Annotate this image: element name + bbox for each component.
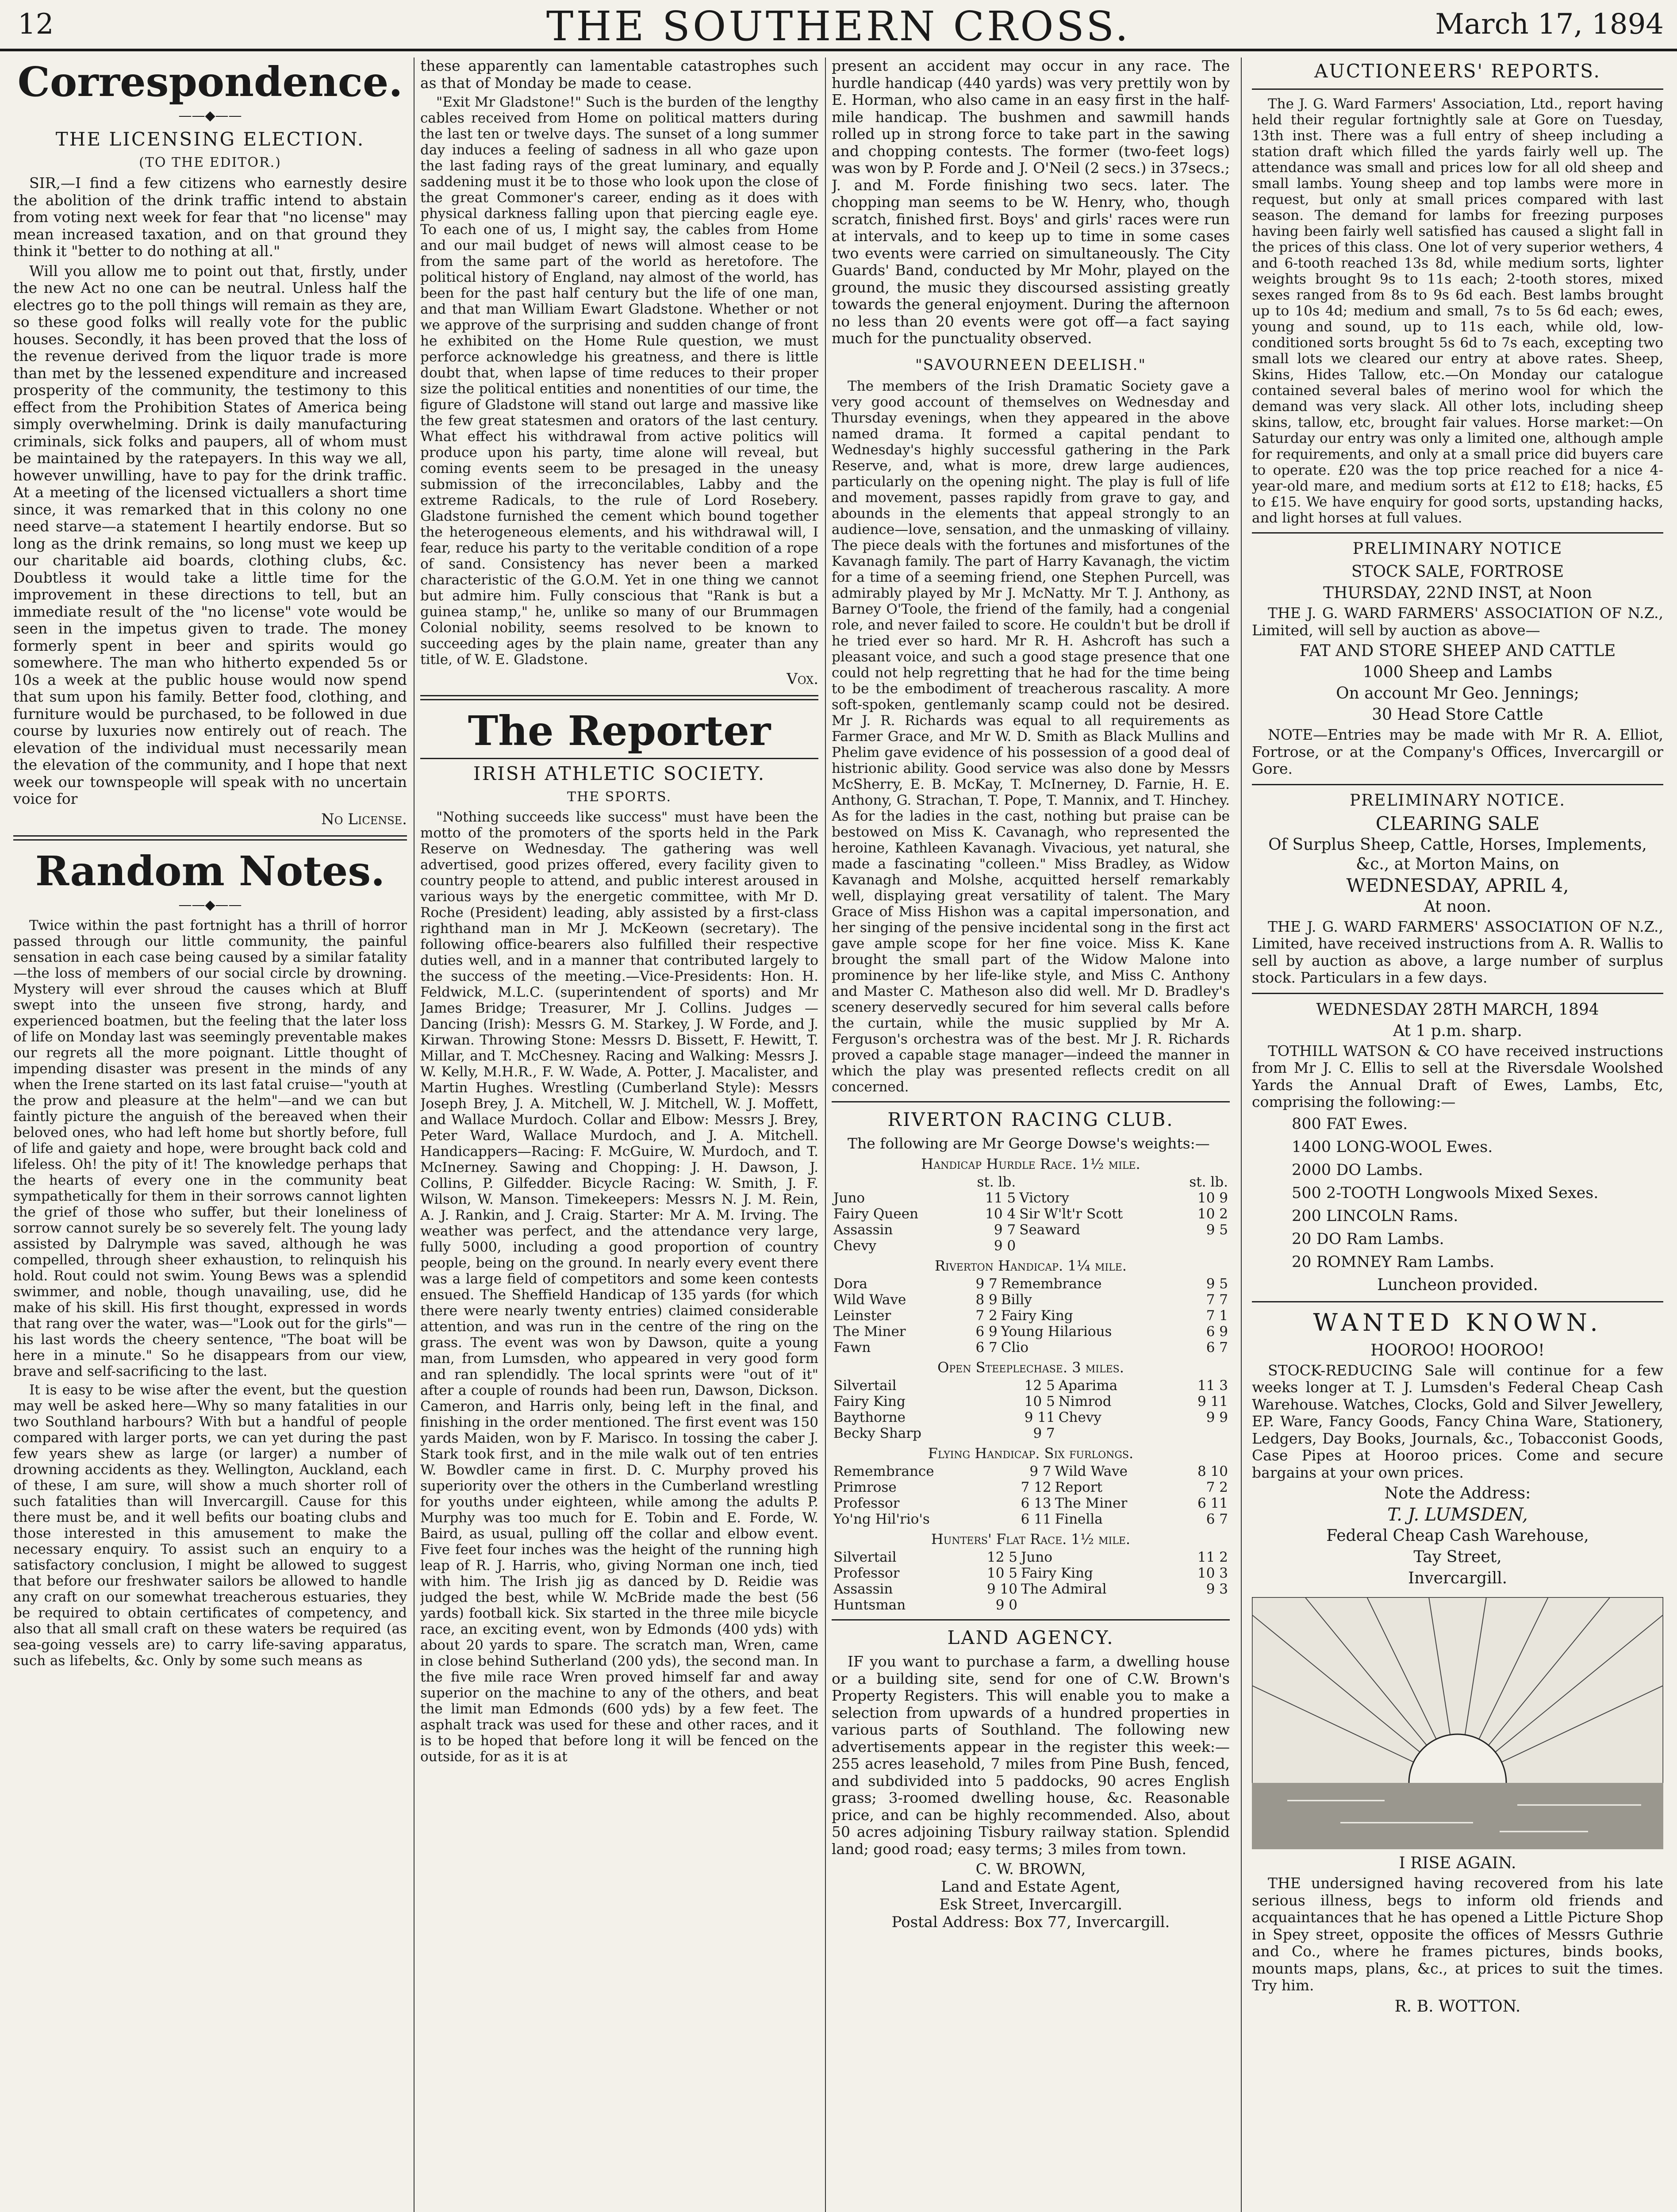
horse-weight: 7 12 [1021, 1479, 1051, 1495]
horse-name: Victory [1019, 1190, 1069, 1206]
society-title: IRISH ATHLETIC SOCIETY. [420, 758, 818, 785]
horse-weight: 6 7 [975, 1340, 998, 1356]
tothill-item: 200 LINCOLN Rams. [1292, 1207, 1458, 1225]
horse-name: Leinster [833, 1308, 891, 1324]
weight-unit: st. lb. [1189, 1174, 1228, 1190]
riverton-title: RIVERTON RACING CLUB. [887, 1108, 1174, 1130]
horse-weight: 8 9 [975, 1292, 998, 1308]
horse-name: Fairy Queen [833, 1206, 919, 1222]
sports-continuation: present an accident may occur in any race. The hurdle handicap (440 yards) was very prettily won by E. Horman, who also came in an easy first in the half-mile handicap. The bushmen and sawmill hands rolled up in strong force to take part in the sawing and chopping contests. The former (two-feet logs) was won by P. Forde and J. O'Neil (2 secs.) in 37secs.; J. and M. Forde finishing two secs. later. The chopping man seems to be W. Henry, who, though scratch, finished first. Boys' and girls' races were run at intervals, and to keep up to time in some cases two events were carried on simultaneously. The City Guards' Band, conducted by Mr Mohr, played on the ground, the music they discoursed assisting greatly towards the general enjoyment. During the afternoon no less than 20 events were got off—a fact saying much for the punctuality observed. [832, 58, 1230, 347]
sports-title: THE SPORTS. [567, 789, 672, 805]
clearing-sale-time: At noon. [1424, 897, 1492, 916]
horse-name [1019, 1597, 1171, 1613]
horse-name: Report [1055, 1479, 1103, 1495]
land-signature-4: Postal Address: Box 77, Invercargill. [891, 1913, 1170, 1931]
stock-sale-note: NOTE—Entries may be made with Mr R. A. Elliot, Fortrose, or at the Company's Offices, Invercargill or Gore. [1252, 726, 1663, 777]
horse-name: Wild Wave [1055, 1463, 1128, 1479]
stock-sale-line: On account Mr Geo. Jennings; [1336, 684, 1579, 703]
race-row [832, 1463, 1230, 1479]
sunrise-illustration [1252, 1597, 1663, 1849]
horse-name: Fawn [833, 1340, 871, 1356]
horse-weight: 7 7 [1206, 1292, 1228, 1308]
race-row [832, 1549, 1230, 1565]
horse-name: Fairy King [1021, 1565, 1093, 1581]
prelim-notice-2-title: PRELIMINARY NOTICE. [1349, 791, 1566, 810]
horse-name [1017, 1238, 1170, 1254]
horse-name: Young Hilarious [1001, 1324, 1112, 1340]
horse-name: Chevy [833, 1238, 877, 1254]
clearing-sale-title: CLEARING SALE [1375, 812, 1540, 834]
horse-name: Becky Sharp [833, 1425, 921, 1441]
horse-name: Sir W'lt'r Scott [1019, 1206, 1123, 1222]
issue-date: March 17, 1894 [1435, 8, 1664, 41]
column-divider [1241, 58, 1242, 2212]
horse-name: Finella [1055, 1511, 1103, 1527]
race-title: Flying Handicap. Six furlongs. [928, 1445, 1134, 1462]
race-row [832, 1324, 1230, 1340]
horse-name: Silvertail [833, 1549, 897, 1565]
prelim-notice-title: PRELIMINARY NOTICE [1352, 540, 1563, 558]
notes-continuation: these apparently can lamentable catastrophes such as that of Monday be made to cease. [420, 58, 818, 92]
horse-name: The Miner [1055, 1495, 1128, 1511]
stock-sale-line: 1000 Sheep and Lambs [1362, 663, 1553, 681]
horse-weight: 9 3 [1206, 1581, 1228, 1597]
horse-name: Juno [833, 1190, 865, 1206]
horse-weight: 12 5 [1024, 1378, 1055, 1394]
sports-paragraph: "Nothing succeeds like success" must have been the motto of the promoters of the sports held in the Park Reserve on Wednesday. The gathering was well advertised, good prizes offered, every facility given to country people to attend, and public interest aroused in various ways by the energetic committee, with Mr D. Roche (President) leading, ably assisted by a first-class righthand man in Mr J. McKeown (secretary). The following office-bearers also fulfilled their respective duties well, and in a manner that contributed largely to the success of the meeting.—Vice-Presidents: Hon. H. Feldwick, M.L.C. (superintendent of sports) and Mr James Bridge; Treasurer, Mr J. Collins. Judges — Dancing (Irish): Messrs G. M. Starkey, J. W Forde, and J. Kirwan. Throwing Stone: Messrs D. Bissett, F. Hewitt, T. Millar, and T. McChesney. Racing and Walking: Messrs J. W. Kelly, M.H.R., F. W. Wade, A. Potter, J. Macalister, and Martin Hughes. Wrestling (Cumberland Style): Messrs Joseph Brey, J. A. Mitchell, W. J. Mitchell, W. J. Moffett, and Wallace Murdoch. Collar and Elbow: Messrs J. Brey, Peter Ward, Wallace Murdoch, and J. A. Mitchell. Handicappers—Racing: F. McGuire, W. Murdoch, and T. McInerney. Sawing and Chopping: J. H. Dawson, J. Collins, P. Gilfedder. Bicycle Racing: W. Smith, J. F. Wilson, W. Manson. Timekeepers: Messrs N. J. M. Rein, A. J. Rankin, and J. Craig. Starter: Mr A. M. Irving. The weather was perfect, and the attendance very large, fully 5000, including a good proportion of country people, being on the ground. In nearly every event there was a large field of competitors and some keen contests ensued. The Sheffield Handicap of 135 yards (for which there were nearly twenty entries) claimed considerable attention, and was run in the centre of the ring on the grass. The event was won by Dawson, quite a young man, from Lumsden, who appeared in very good form and ran splendidly. The local sprints were "out of it" after a couple of rounds had been run, Dawson, Dickson. Cameron, and Harris only, being left in the final, and finishing in the order mentioned. The first event was 150 yards Maiden, won by F. Marisco. In tossing the caber J. Stark took first, and in the mile walk out of ten entries W. Bowdler came in first. D. C. Murphy proved his superiority over the others in the Cumberland wrestling for youths under eighteen, while among the adults P. Murphy was too much for E. Tobin and E. Forde, W. Baird, as usual, pulling off the collar and elbow event. Five feet four inches was the height of the running high leap of R. J. Harris, who, giving Norman one inch, tied with him. The Irish jig as danced by D. Reidie was judged the best, while W. McBride made the best (56 yards) football kick. Six started in the three mile bicycle race, an exciting event, won by Edmonds (400 yds) with about 20 yards to spare. The scratch man, Wren, came in close behind Sutherland (200 yds), the second man. In the five mile race Wren proved himself far and away superior on the machine to any of the others, and beat the limit man Edmonds (600 yds) by a few feet. The asphalt track was used for these and other races, and it is to be hoped that before long it will be fenced on the outside, for as it is at [420, 809, 818, 1765]
correspondence-heading: Correspondence. [17, 58, 403, 106]
horse-name: Professor [833, 1565, 900, 1581]
lumsden-address: Tay Street, [1413, 1548, 1502, 1566]
horse-weight: 6 11 [1197, 1495, 1228, 1511]
tothill-item: 20 DO Ram Lambs. [1292, 1230, 1444, 1248]
horse-weight: 9 11 [1197, 1394, 1228, 1409]
horse-weight: 10 3 [1197, 1565, 1228, 1581]
horse-name: Huntsman [833, 1597, 906, 1613]
race-row [832, 1222, 1230, 1238]
lumsden-address: Federal Cheap Cash Warehouse, [1326, 1527, 1589, 1545]
race-row [832, 1340, 1230, 1356]
stock-sale-line: 30 Head Store Cattle [1372, 706, 1543, 724]
race-row [832, 1378, 1230, 1394]
horse-weight [1170, 1238, 1230, 1254]
horse-weight: 11 2 [1197, 1549, 1228, 1565]
land-signature-3: Esk Street, Invercargill. [939, 1896, 1123, 1913]
horse-name: Professor [833, 1495, 900, 1511]
race-weights [832, 1156, 1230, 1613]
land-agency-title: LAND AGENCY. [947, 1627, 1114, 1648]
lumsden-address: Invercargill. [1408, 1569, 1508, 1587]
race-row [832, 1206, 1230, 1222]
horse-weight: 6 7 [1206, 1511, 1228, 1527]
horse-name: Billy [1001, 1292, 1032, 1308]
race-title: Handicap Hurdle Race. 1½ mile. [921, 1156, 1140, 1172]
horse-weight: 9 5 [1206, 1222, 1228, 1238]
horse-weight: 11 5 [985, 1190, 1016, 1206]
horse-weight: 9 11 [1024, 1409, 1055, 1425]
race-units-row [832, 1174, 1230, 1190]
wotton-signature: R. B. WOTTON. [1394, 1997, 1521, 2016]
divider [1252, 784, 1663, 785]
horse-name: Fairy King [1001, 1308, 1073, 1324]
land-signature-1: C. W. BROWN, [975, 1860, 1086, 1878]
horse-weight: 7 2 [975, 1308, 998, 1324]
land-signature-2: Land and Estate Agent, [941, 1878, 1121, 1896]
vox-signature: Vox. [787, 670, 818, 688]
page-number: 12 [18, 8, 54, 41]
race-row [832, 1495, 1230, 1511]
race-row [832, 1597, 1230, 1613]
horse-name: Seaward [1019, 1222, 1080, 1238]
horse-weight: 10 5 [986, 1565, 1017, 1581]
clearing-sale-date: WEDNESDAY, APRIL 4, [1346, 874, 1569, 896]
horse-weight: 8 10 [1197, 1463, 1228, 1479]
letter-paragraph: SIR,—I find a few citizens who earnestly desire the abolition of the drink traffic intend to abstain from voting next week for fear that "no license" may mean increased taxation, and on that ground they think it "better to do nothing at all." [13, 174, 407, 260]
wanted-note: Note the Address: [1384, 1484, 1531, 1502]
race-row [832, 1409, 1230, 1425]
horse-name: Chevy [1058, 1409, 1101, 1425]
hooroo-line: HOOROO! HOOROO! [1370, 1341, 1545, 1359]
column-2 [420, 58, 818, 2212]
horse-name: Nimrod [1058, 1394, 1112, 1409]
land-agency-text: IF you want to purchase a farm, a dwelling house or a building site, send for one of C.W. Brown's Property Registers. This will enable you to make a selection from upwards of a hundred properties in various parts of Southland. The following new advertisements appear in the register this week:—255 acres leasehold, 7 miles from Pine Bush, fenced, and subdivided into 5 paddocks, 90 acres English grass; 3-roomed dwelling house, &c. Reasonable price, and can be highly recommended. Also, about 50 acres adjoining Tisbury railway station. Splendid land; good road; easy terms; 3 miles from town. [832, 1653, 1230, 1858]
notes-paragraph: Twice within the past fortnight has a thrill of horror passed through our little community, the painful sensation in each case being caused by a similar fatality—the loss of members of our social circle by drowning. Mystery will ever shroud the causes which at Bluff swept into the unseen five strong, hardy, and experienced boatmen, but the feeling that the later loss of life on Monday last was seemingly preventable makes our regrets all the more poignant. Little thought of impending disaster was present in the minds of any when the Irene started on its last fatal cruise—"youth at the prow and pleasure at the helm"—and we can but faintly picture the anguish of the bereaved when their beloved ones, who had left home but shortly before, full of life and gaiety and hope, were brought back cold and lifeless. Oh! the pity of it! The knowledge perhaps that the hearts of every one in the community beat sympathetically for them in their sorrows cannot lighten the grief of those who suffer, but their loneliness of sorrow cannot surely be so severely felt. The young lady assisted by Dalrymple was saved, although he was compelled, through sheer exhaustion, to relinquish his hold. Rout could not swim. Young Bews was a splendid swimmer, and noble, though unavailing, use, did he make of his skill. His first thought, expressed in words that rang over the water, was—"Look out for the girls"—his last words the cheery sentence, "The boat will be here in a minute." So he disappears from our view, brave and self-sacrificing to the last. [13, 917, 407, 1379]
notes-paragraph: It is easy to be wise after the event, but the question may well be asked here—Why so many fatalities in our two Southland harbours? With but a handful of people compared with larger ports, we can yet during the past few years shew as large (or larger) a number of drowning accidents as they. Wellington, Auckland, each of these, I am sure, will show a much shorter roll of such fatalities than will Invercargill. Cause for this there must be, and it well befits our boating clubs and those interested in this amusement to make the necessary enquiry. To assist such an enquiry to a satisfactory conclusion, I might be allowed to suggest that before our freshwater sailors be allowed to handle any craft on our somewhat treacherous estuaries, they be required to obtain certificates of competency, and also that all small craft on these waters be required (as sea-going vessels are) to carry life-saving apparatus, such as lifebelts, &c. Only by some such means as [13, 1382, 407, 1669]
auctioneers-title: AUCTIONEERS' REPORTS. [1314, 60, 1601, 82]
divider [832, 1101, 1230, 1102]
stock-sale-title: STOCK SALE, FORTROSE [1351, 563, 1564, 581]
horse-name: Clio [1001, 1340, 1028, 1356]
horse-weight: 10 9 [1197, 1190, 1228, 1206]
horse-weight: 6 7 [1206, 1340, 1228, 1356]
horse-weight: 9 0 [994, 1238, 1016, 1254]
tothill-body: TOTHILL WATSON & CO have received instructions from Mr J. C. Ellis to sell at the Riversdale Woolshed Yards the Annual Draft of Ewes, Lambs, Etc, comprising the following:— [1252, 1042, 1663, 1110]
horse-weight: 6 13 [1021, 1495, 1051, 1511]
horse-name: Primrose [833, 1479, 897, 1495]
race-row [832, 1292, 1230, 1308]
horse-weight: 9 10 [986, 1581, 1017, 1597]
divider [1252, 993, 1663, 994]
ornament-icon: ——◆—— [178, 108, 242, 123]
horse-weight: 6 11 [1021, 1511, 1051, 1527]
horse-name: Yo'ng Hil'rio's [833, 1511, 930, 1527]
horse-name: Assassin [833, 1581, 893, 1597]
horse-name: The Miner [833, 1324, 906, 1340]
stock-sale-body: THE J. G. WARD FARMERS' ASSOCIATION OF N.Z., Limited, will sell by auction as above— [1252, 604, 1663, 639]
horse-weight: 10 2 [1197, 1206, 1228, 1222]
auctioneers-report: The J. G. Ward Farmers' Association, Ltd., report having held their regular fortnightly sale at Gore on Tuesday, 13th inst. There was a full entry of sheep including a station draft which filled the yards fairly well up. The attendance was small and prices low for all old sheep and small lambs. Young sheep and top lambs were more in request, but only at small prices compared with last season. The demand for lambs for freezing purposes having been fairly well satisfied has caused a slight fall in the prices of this class. One lot of very superior wethers, 4 and 6-tooth reached 13s 8d, while medium sorts, lighter weights brought 9s to 11s each; 2-tooth stores, mixed sexes ranged from 8s to 9s 6d each. Best lambs brought up to 10s 4d; medium and small, 7s to 5s 6d each; ewes, young and sound, up to 11s each, while old, low-conditioned sorts brought 5s 6d to 7s each, excepting two small lots we cleared our entry at above rates. Sheep, Skins, Hides Tallow, etc.—On Monday our catalogue contained several bales of merino wool for which the demand was very slack. All other lots, including sheep skins, tallow, etc, brought fair values. Horse market:—On Saturday our entry was only a limited one, although ample for requirements, and only at a small price did buyers care to operate. £20 was the top price reached for a nice 4-year-old mare, and medium sorts at £12 to £18; hacks, £5 to £15. We have enquiry for good sorts, upstanding hacks, and light horses at full values. [1252, 96, 1663, 526]
newspaper-title: THE SOUTHERN CROSS. [546, 3, 1131, 50]
column-1 [13, 58, 407, 2212]
race-table [832, 1174, 1230, 1254]
horse-weight: 9 7 [1033, 1425, 1055, 1441]
horse-name [1057, 1425, 1169, 1441]
tothill-item: 2000 DO Lambs. [1292, 1161, 1423, 1179]
ornament-icon: ——◆—— [178, 897, 242, 913]
horse-weight [1169, 1425, 1230, 1441]
horse-weight: 10 5 [1024, 1394, 1055, 1409]
divider [13, 835, 407, 841]
horse-weight: 9 7 [975, 1276, 998, 1292]
wanted-title: WANTED KNOWN. [1313, 1308, 1602, 1336]
tothill-item: 800 FAT Ewes. [1292, 1115, 1408, 1133]
horse-weight: 7 1 [1206, 1308, 1228, 1324]
horse-name: Fairy King [833, 1394, 906, 1409]
horse-weight: 11 3 [1197, 1378, 1228, 1394]
race-row [832, 1308, 1230, 1324]
tothill-item: 500 2-TOOTH Longwools Mixed Sexes. [1292, 1184, 1599, 1202]
race-row [832, 1565, 1230, 1581]
lumsden-name: T. J. LUMSDEN, [1387, 1505, 1528, 1525]
rise-caption: I RISE AGAIN. [1399, 1854, 1516, 1872]
spacer [1017, 1174, 1170, 1190]
savourneen-paragraph: The members of the Irish Dramatic Society gave a very good account of themselves on Wednesday and Thursday evenings, when they appeared in the above named drama. It formed a capital pendant to Wednesday's highly successful gathering in the Park Reserve, and, what is more, drew large audiences, particularly on the opening night. The play is full of life and movement, passes rapidly from grave to gay, and abounds in the elements that appeal strongly to an audience—love, sensation, and the unmasking of villainy. The piece deals with the fortunes and misfortunes of the Kavanagh family. The part of Harry Kavanagh, the victim for a time of a seeming friend, one Stephen Purcell, was admirably played by Mr J. McNatty. Mr T. J. Anthony, as Barney O'Toole, the friend of the family, had a congenial role, and never failed to score. He couldn't but be droll if he tried ever so hard. Mr R. H. Ashcroft has such a pleasant voice, and such a good stage presence that one could not help regretting that he had for the time being to be the embodiment of treacherous rascality. A more soft-spoken, gentlemanly scamp could not be desired. Mr J. R. Richards was equal to all requirements as Farmer Grace, and Mr W. D. Smith as Black Mullins and Phelim gave evidence of his possession of a good deal of histrionic ability. Good service was also done by Messrs McSherry, E. B. McKay, T. McInerney, D. Farnie, H. E. Anthony, G. Strachan, T. Pope, T. Mannix, and T. Hinchey. As for the ladies in the cast, nothing but praise can be bestowed on Miss K. Cavanagh, who represented the heroine, Kathleen Kavanagh. Vivacious, yet natural, she made a fascinating "colleen." Miss Bradley, as Widow Kavanagh and Molshe, acquitted herself remarkably well, displaying great versatility of talent. The Mary Grace of Miss Hishon was a capital impersonation, and her singing of the pensive incidental song in the first act gave ample scope for her fine voice. Miss K. Kane brought the small part of the Widow Malone into prominence by her life-like style, and Miss C. Anthony and Master C. Matheson also did well. Mr D. Bradley's scenery deservedly secured for him several calls before the curtain, while the music supplied by Mr A. Ferguson's orchestra was of the best. Mr J. R. Richards proved a capable stage manager—indeed the manner in which the play was presented reflects credit on all concerned. [832, 378, 1230, 1095]
clearing-sale-body: THE J. G. WARD FARMERS' ASSOCIATION OF N.Z., Limited, have received instructions from A. R. Wallis to sell by auction as above, a large number of surplus stock. Particulars in a few days. [1252, 918, 1663, 986]
reporter-heading: The Reporter [468, 707, 771, 755]
horse-weight: 9 0 [995, 1597, 1017, 1613]
race-title: Open Steeplechase. 3 miles. [937, 1359, 1124, 1376]
race-row [832, 1238, 1230, 1254]
horse-weight: 7 2 [1206, 1479, 1228, 1495]
race-row [832, 1276, 1230, 1292]
horse-weight: 9 7 [1029, 1463, 1051, 1479]
masthead [0, 0, 1677, 51]
horse-weight: 6 9 [1206, 1324, 1228, 1340]
gladstone-paragraph: "Exit Mr Gladstone!" Such is the burden of the lengthy cables received from Home on political matters during the last ten or twelve days. The sunset of a long summer day induces a feeling of sadness in all who gaze upon the last fading rays of the great luminary, and equally saddening must it be to those who look upon the close of the great Commoner's career, ending as it does with physical darkness falling upon that piercing eagle eye. To each one of us, I might say, the cables from Home and our mail budget of news will almost cease to be from the same part of the world as heretofore. The political history of England, nay almost of the world, has been for the past half century but the life of one man, and that man William Ewart Gladstone. Whether or not we approve of the surprising and sudden change of front he exhibited on the Home Rule question, we must perforce acknowledge his greatness, and there is little doubt that, when lapse of time reduces to their proper size the political entities and nonentities of our time, the figure of Gladstone will stand out large and massive like the few great statesmen and orators of the last century. What effect his withdrawal from active politics will produce upon his party, time alone will reveal, but coming events seem to be presaged in the uneasy submission of the irreconcilables, Labby and the extreme Radicals, to the rule of Lord Rosebery. Gladstone furnished the cement which bound together the heterogeneous elements, and his withdrawal will, I fear, reduce his party to the veritable condition of a rope of sand. Consistency has never been a marked characteristic of the G.O.M. Yet in one thing we cannot but admire him. Fully conscious that "Rank is but a guinea stamp," he, unlike so many of our Brummagen Colonial nobility, seems resolved to be known to succeeding ages by the plain name, greater than any title, of W. E. Gladstone. [420, 94, 818, 668]
race-row [832, 1425, 1230, 1441]
divider [1252, 88, 1663, 90]
horse-name: Silvertail [833, 1378, 897, 1394]
column-divider [825, 58, 826, 2212]
savourneen-title: "SAVOURNEEN DEELISH." [915, 356, 1147, 374]
race-row [832, 1511, 1230, 1527]
horse-weight [1171, 1597, 1230, 1613]
divider [832, 1619, 1230, 1621]
tothill-item: 20 ROMNEY Ram Lambs. [1292, 1253, 1495, 1271]
horse-name: Assassin [833, 1222, 893, 1238]
divider [1252, 1301, 1663, 1302]
tothill-item: 1400 LONG-WOOL Ewes. [1292, 1138, 1493, 1156]
divider [1252, 532, 1663, 534]
race-row [832, 1581, 1230, 1597]
race-row [832, 1479, 1230, 1495]
horse-name: Baythorne [833, 1409, 906, 1425]
race-row [832, 1190, 1230, 1206]
horse-name: Remembrance [833, 1463, 934, 1479]
horse-weight: 9 7 [994, 1222, 1016, 1238]
horse-weight: 9 9 [1206, 1409, 1228, 1425]
race-table [832, 1276, 1230, 1356]
divider [420, 695, 818, 700]
horse-weight: 9 5 [1206, 1276, 1228, 1292]
riverton-intro: The following are Mr George Dowse's weights:— [848, 1134, 1210, 1152]
clearing-sale-line: Of Surplus Sheep, Cattle, Horses, Implements, &c., at Morton Mains, on [1268, 835, 1647, 873]
race-title: Riverton Handicap. 1¼ mile. [935, 1257, 1127, 1274]
weight-unit: st. lb. [977, 1174, 1016, 1190]
race-title: Hunters' Flat Race. 1½ mile. [931, 1531, 1131, 1548]
tothill-date: WEDNESDAY 28TH MARCH, 1894 [1316, 1000, 1599, 1019]
horse-weight: 10 4 [985, 1206, 1016, 1222]
race-table [832, 1549, 1230, 1613]
race-table [832, 1378, 1230, 1441]
horse-name: Aparima [1058, 1378, 1118, 1394]
race-table [832, 1463, 1230, 1527]
horse-name: Wild Wave [833, 1292, 906, 1308]
wanted-body: STOCK-REDUCING Sale will continue for a few weeks longer at T. J. Lumsden's Federal Cheap Cash Warehouse. Watches, Clocks, Gold and Silver Jewellery, EP. Ware, Fancy Goods, Fancy China Ware, Stationery, Ledgers, Day Books, Journals, &c., Tobacconist Goods, Case Pipes at Hooroo prices. Come and secure bargains at your own prices. [1252, 1361, 1663, 1481]
horse-name: Dora [833, 1276, 867, 1292]
to-editor: (TO THE EDITOR.) [139, 155, 281, 170]
stock-sale-line: FAT AND STORE SHEEP AND CATTLE [1299, 642, 1616, 660]
column-3 [832, 58, 1230, 2212]
stock-sale-date: THURSDAY, 22ND INST, at Noon [1323, 584, 1592, 602]
race-row [832, 1394, 1230, 1409]
tothill-footer: Luncheon provided. [1377, 1275, 1538, 1294]
letter-paragraph: Will you allow me to point out that, firstly, under the new Act no one can be neutral. Unless half the electres go to the poll things will remain as they are, so these good folks will really vote for the public houses. Secondly, it has been proved that the loss of the revenue derived from the liquor trade is more than met by the lessened expenditure and increased prosperity of the community, the testimony to this effect from the Prohibition States of America being simply overwhelming. Drink is daily manufacturing criminals, sick folks and paupers, all of whom must be maintained by the ratepayers. In this way we all, however unwilling, have to pay for the drink traffic. At a meeting of the licensed victuallers a short time since, it was remarked that in this colony no one need starve—a statement I heartily endorse. But so long as the drink remains, so long must we keep up our charitable aid boards, clothing clubs, &c. Doubtless it would take a little time for the improvement in these directions to tell, but an immediate result of the "no license" vote would be seen in the impetus given to trade. The money formerly spent in beer and spirits would go somewhere. The man who hitherto expended 5s or 10s a week at the public house would now spend that sum upon his family. Better food, clothing, and furniture would be purchased, to be followed in due course by luxuries now entirely out of reach. The elevation of the individual must necessarily mean the elevation of the community, and I hope that next week our townspeople will speak with no uncertain voice for [13, 262, 407, 807]
horse-weight: 6 9 [975, 1324, 998, 1340]
horse-name: The Admiral [1021, 1581, 1107, 1597]
horse-weight: 12 5 [986, 1549, 1017, 1565]
spacer [832, 1174, 957, 1190]
rise-body: THE undersigned having recovered from his late serious illness, begs to inform old friends and acquaintances that he has opened a Little Picture Shop in Spey street, opposite the offices of Messrs Guthrie and Co., where he frames pictures, binds books, mounts maps, plans, &c., at prices to suit the times. Try him. [1252, 1874, 1663, 1994]
tothill-time: At 1 p.m. sharp. [1393, 1022, 1522, 1040]
random-notes-heading: Random Notes. [35, 847, 385, 895]
licensing-title: THE LICENSING ELECTION. [55, 128, 365, 150]
letter-signature: No License. [321, 810, 407, 828]
horse-name: Remembrance [1001, 1276, 1102, 1292]
column-4 [1252, 58, 1663, 2212]
horse-name: Juno [1021, 1549, 1053, 1565]
